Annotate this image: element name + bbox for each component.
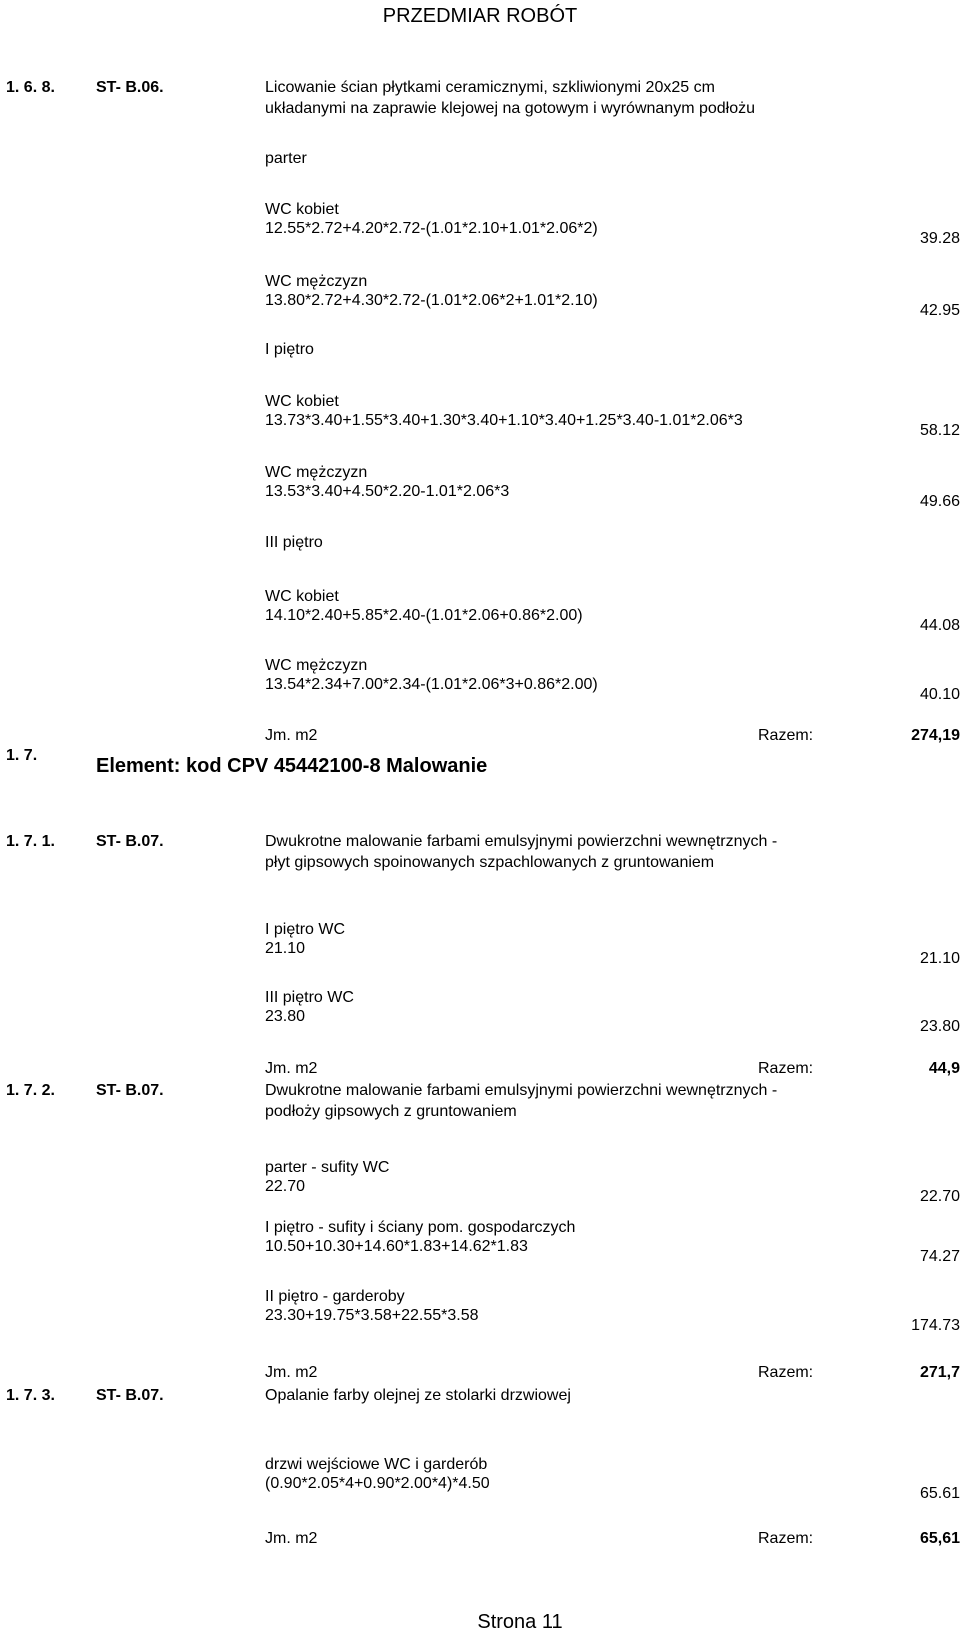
item-description: Licowanie ścian płytkami ceramicznymi, szkliwionymi 20x25 cm bbox=[265, 79, 715, 96]
entry-formula: 13.54*2.34+7.00*2.34-(1.01*2.06*3+0.86*2.00) bbox=[265, 676, 598, 693]
total-label: Razem: bbox=[758, 1060, 814, 1077]
entry-name: III piętro WC bbox=[265, 989, 354, 1006]
entry-name: WC kobiet bbox=[265, 393, 339, 410]
item-description: podłoży gipsowych z gruntowaniem bbox=[265, 1103, 517, 1120]
entry-formula: 13.53*3.40+4.50*2.20-1.01*2.06*3 bbox=[265, 483, 510, 500]
entry-name: WC mężczyzn bbox=[265, 464, 368, 481]
page-footer: Strona 11 bbox=[477, 1611, 563, 1633]
element-number: 1. 7. bbox=[6, 747, 38, 764]
total-value: 271,7 bbox=[919, 1364, 960, 1381]
entry-value: 74.27 bbox=[919, 1248, 960, 1265]
total-label: Razem: bbox=[758, 727, 814, 744]
item-description: Dwukrotne malowanie farbami emulsyjnymi powierzchni wewnętrznych - bbox=[265, 1082, 778, 1099]
entry-value: 22.70 bbox=[919, 1188, 960, 1205]
entry-formula: 23.80 bbox=[265, 1008, 306, 1025]
item-number: 1. 7. 2. bbox=[6, 1082, 55, 1099]
entry-name: parter - sufity WC bbox=[265, 1159, 390, 1176]
entry-formula: 21.10 bbox=[265, 940, 306, 957]
entry-name: drzwi wejściowe WC i garderób bbox=[265, 1456, 488, 1473]
entry-formula: 13.73*3.40+1.55*3.40+1.30*3.40+1.10*3.40+1.25*3.40-1.01*2.06*3 bbox=[265, 412, 743, 429]
group-label: parter bbox=[265, 150, 307, 167]
item-description: układanymi na zaprawie klejowej na gotowym i wyrównanym podłożu bbox=[265, 100, 756, 117]
unit-label: Jm. m2 bbox=[265, 1530, 318, 1547]
total-label: Razem: bbox=[758, 1530, 814, 1547]
entry-value: 23.80 bbox=[919, 1018, 960, 1035]
entry-value: 44.08 bbox=[919, 617, 960, 634]
total-value: 44,9 bbox=[928, 1060, 960, 1077]
item-number: 1. 6. 8. bbox=[6, 79, 55, 96]
item-description: Opalanie farby olejnej ze stolarki drzwiowej bbox=[265, 1387, 571, 1404]
total-value: 274,19 bbox=[911, 727, 960, 744]
item-description: Dwukrotne malowanie farbami emulsyjnymi powierzchni wewnętrznych - bbox=[265, 833, 778, 850]
unit-label: Jm. m2 bbox=[265, 727, 318, 744]
page-title: PRZEDMIAR ROBÓT bbox=[382, 5, 578, 27]
item-description: płyt gipsowych spoinowanych szpachlowanych z gruntowaniem bbox=[265, 854, 715, 871]
unit-label: Jm. m2 bbox=[265, 1060, 318, 1077]
entry-value: 40.10 bbox=[919, 686, 960, 703]
entry-value: 49.66 bbox=[919, 493, 960, 510]
group-label: I piętro bbox=[265, 341, 314, 358]
entry-value: 65.61 bbox=[919, 1485, 960, 1502]
entry-name: II piętro - garderoby bbox=[265, 1288, 405, 1305]
entry-value: 39.28 bbox=[919, 230, 960, 247]
item-code: ST- B.06. bbox=[96, 79, 164, 96]
entry-formula: 14.10*2.40+5.85*2.40-(1.01*2.06+0.86*2.00) bbox=[265, 607, 583, 624]
entry-formula: 12.55*2.72+4.20*2.72-(1.01*2.10+1.01*2.06*2) bbox=[265, 220, 598, 237]
entry-formula: 10.50+10.30+14.60*1.83+14.62*1.83 bbox=[265, 1238, 528, 1255]
entry-value: 58.12 bbox=[919, 422, 960, 439]
entry-name: I piętro - sufity i ściany pom. gospodarczych bbox=[265, 1219, 576, 1236]
total-value: 65,61 bbox=[919, 1530, 960, 1547]
entry-formula: (0.90*2.05*4+0.90*2.00*4)*4.50 bbox=[265, 1475, 490, 1492]
entry-name: I piętro WC bbox=[265, 921, 346, 938]
entry-value: 174.73 bbox=[911, 1317, 960, 1334]
item-number: 1. 7. 3. bbox=[6, 1387, 55, 1404]
entry-value: 21.10 bbox=[919, 950, 960, 967]
entry-formula: 22.70 bbox=[265, 1178, 306, 1195]
entry-value: 42.95 bbox=[919, 302, 960, 319]
element-title: Element: kod CPV 45442100-8 Malowanie bbox=[96, 755, 488, 777]
entry-name: WC mężczyzn bbox=[265, 657, 368, 674]
entry-name: WC kobiet bbox=[265, 201, 339, 218]
item-code: ST- B.07. bbox=[96, 1387, 164, 1404]
entry-formula: 23.30+19.75*3.58+22.55*3.58 bbox=[265, 1307, 479, 1324]
item-code: ST- B.07. bbox=[96, 833, 164, 850]
entry-name: WC mężczyzn bbox=[265, 273, 368, 290]
group-label: III piętro bbox=[265, 534, 323, 551]
item-code: ST- B.07. bbox=[96, 1082, 164, 1099]
unit-label: Jm. m2 bbox=[265, 1364, 318, 1381]
item-number: 1. 7. 1. bbox=[6, 833, 55, 850]
entry-formula: 13.80*2.72+4.30*2.72-(1.01*2.06*2+1.01*2.10) bbox=[265, 292, 598, 309]
entry-name: WC kobiet bbox=[265, 588, 339, 605]
total-label: Razem: bbox=[758, 1364, 814, 1381]
